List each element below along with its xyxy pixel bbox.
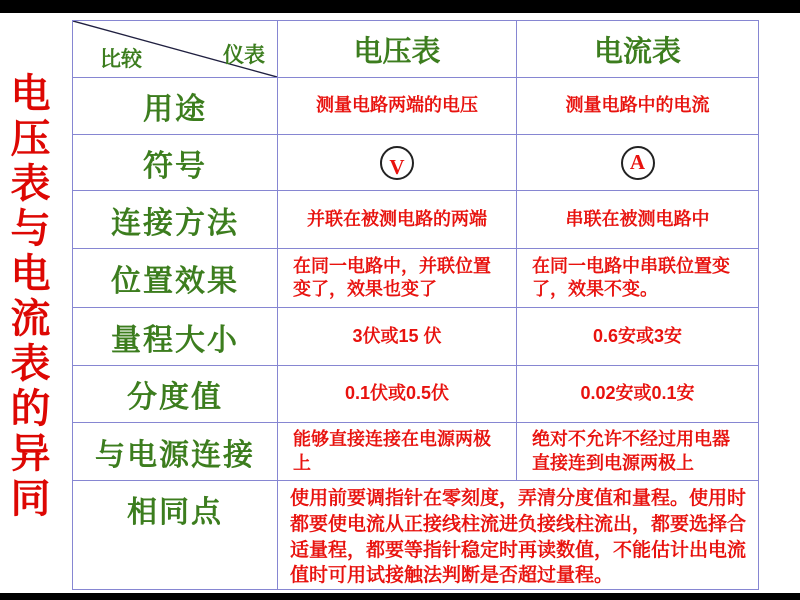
symbol-ammeter-cell — [517, 135, 758, 191]
row-label-range: 量程大小 — [73, 308, 278, 366]
comparison-table — [72, 20, 759, 590]
ammeter-symbol-icon — [621, 146, 655, 180]
column-header-voltmeter: 电压表 — [278, 21, 517, 78]
row-label-power-connection: 与电源连接 — [73, 423, 278, 481]
column-header-ammeter: 电流表 — [517, 21, 758, 78]
power-voltmeter-cell: 能够直接连接在电源两极上 — [278, 423, 517, 481]
voltmeter-symbol-icon — [380, 146, 414, 180]
division-voltmeter-cell: 0.1伏或0.5伏 — [278, 366, 517, 423]
power-ammeter-cell: 绝对不允许不经过用电器直接连到电源两极上 — [517, 423, 758, 481]
position-voltmeter-cell: 在同一电路中，并联位置变了，效果也变了 — [278, 249, 517, 308]
ammeter-symbol-letter: A — [629, 150, 646, 174]
row-label-similarities: 相同点 — [73, 481, 278, 589]
purpose-ammeter-cell: 测量电路中的电流 — [517, 78, 758, 135]
range-voltmeter-cell: 3伏或15 伏 — [278, 308, 517, 366]
connection-ammeter-cell: 串联在被测电路中 — [517, 191, 758, 249]
corner-header-cell — [73, 21, 278, 78]
presentation-slide — [0, 13, 800, 593]
row-label-purpose: 用途 — [73, 78, 278, 135]
row-label-symbol: 符号 — [73, 135, 278, 191]
row-label-position-effect: 位置效果 — [73, 249, 278, 308]
purpose-voltmeter-cell: 测量电路两端的电压 — [278, 78, 517, 135]
connection-voltmeter-cell: 并联在被测电路的两端 — [278, 191, 517, 249]
similarities-merged-cell: 使用前要调指针在零刻度，弄清分度值和量程。使用时都要使电流从正接线柱流进负接线柱流出，都要选择合适量程，都要等指针稳定时再读数值，不能估计出电流值时可用试接触法判断是否超过量程。 — [290, 488, 747, 587]
corner-instrument-label: 仪表 — [223, 43, 265, 67]
row-label-division-value: 分度值 — [73, 366, 278, 423]
position-ammeter-cell: 在同一电路中串联位置变了，效果不变。 — [517, 249, 758, 308]
corner-comparison-label: 比较 — [100, 47, 142, 71]
voltmeter-symbol-letter: V — [389, 155, 405, 179]
division-ammeter-cell: 0.02安或0.1安 — [517, 366, 758, 423]
range-ammeter-cell: 0.6安或3安 — [517, 308, 758, 366]
row-label-connection-method: 连接方法 — [73, 191, 278, 249]
symbol-voltmeter-cell — [278, 135, 517, 191]
slide-vertical-title: 电压表与电流表的异同 — [5, 72, 50, 522]
